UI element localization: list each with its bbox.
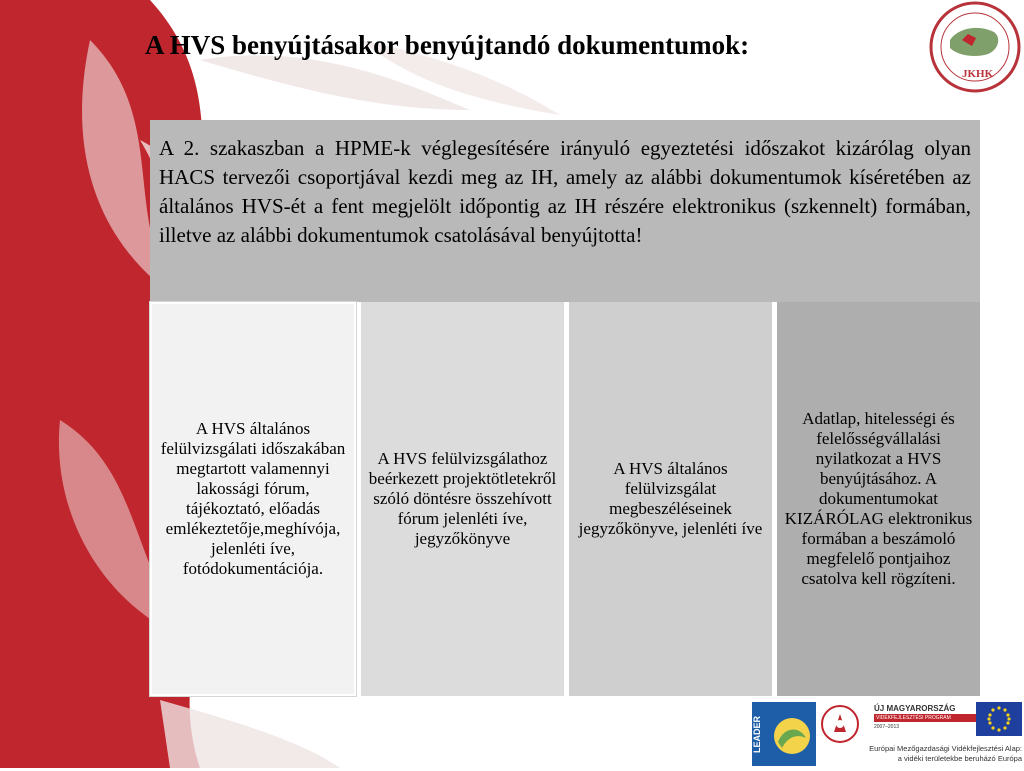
document-card-datasheet [774, 302, 980, 696]
page-title: A HVS benyújtásakor benyújtandó dokumentumok: [145, 30, 750, 60]
document-card-meeting-minutes [566, 302, 772, 696]
document-card-project-forum [358, 302, 564, 696]
document-card-text: Adatlap, hitelességi és felelősségvállalási nyilatkozat a HVS benyújtásához. A dokumentumokat KIZÁRÓLAG elektronikus formában a beszámoló megfelelő pontjaihoz csatolva kell rögzíteni. [784, 409, 973, 588]
umvp-logo [820, 702, 870, 748]
document-card-text: A HVS felülvizsgálathoz beérkezett projektötletekről szóló döntésre összehívott fórum jelenléti íve, jegyzőkönyve [368, 449, 557, 548]
document-columns [150, 302, 980, 696]
document-card-forum-records [150, 302, 356, 696]
umvp-subtitle: VIDÉKFEJLESZTÉSI PROGRAM [874, 714, 978, 722]
umvp-years: 2007–2013 [874, 724, 900, 730]
intro-text-box: A 2. szakaszban a HPME-k véglegesítésére irányuló egyeztetési időszakot kizárólag olyan HACS tervezői csoportjával kezdi meg az IH, amely az alábbi dokumentumok kíséretében az általános HVS-ét a fent megjelölt időpontig az IH részére elektronikus (szkennelt) formában, illetve az alábbi dokumentumok csatolásával benyújtotta! [150, 120, 980, 302]
document-card-text: A HVS általános felülvizsgálat megbeszéléseinek jegyzőkönyve, jelenléti íve [578, 459, 763, 538]
umvp-title: ÚJ MAGYARORSZÁG [874, 704, 956, 713]
eu-fund-tagline: a vidéki területekbe beruházó Európa [897, 754, 1022, 763]
eu-flag-icon [976, 702, 1022, 736]
footer-logos [752, 700, 1024, 768]
jkhk-logo-initials: JKHK [962, 68, 994, 80]
eu-fund-label: Európai Mezőgazdasági Vidékfejlesztési Alap: [869, 744, 1022, 753]
leader-label: LEADER [752, 715, 762, 753]
document-card-text: A HVS általános felülvizsgálati időszakában megtartott valamennyi lakossági fórum, tájékoztató, előadás emlékeztetője,meghívója, jelenléti íve, fotódokumentációja. [160, 419, 346, 578]
